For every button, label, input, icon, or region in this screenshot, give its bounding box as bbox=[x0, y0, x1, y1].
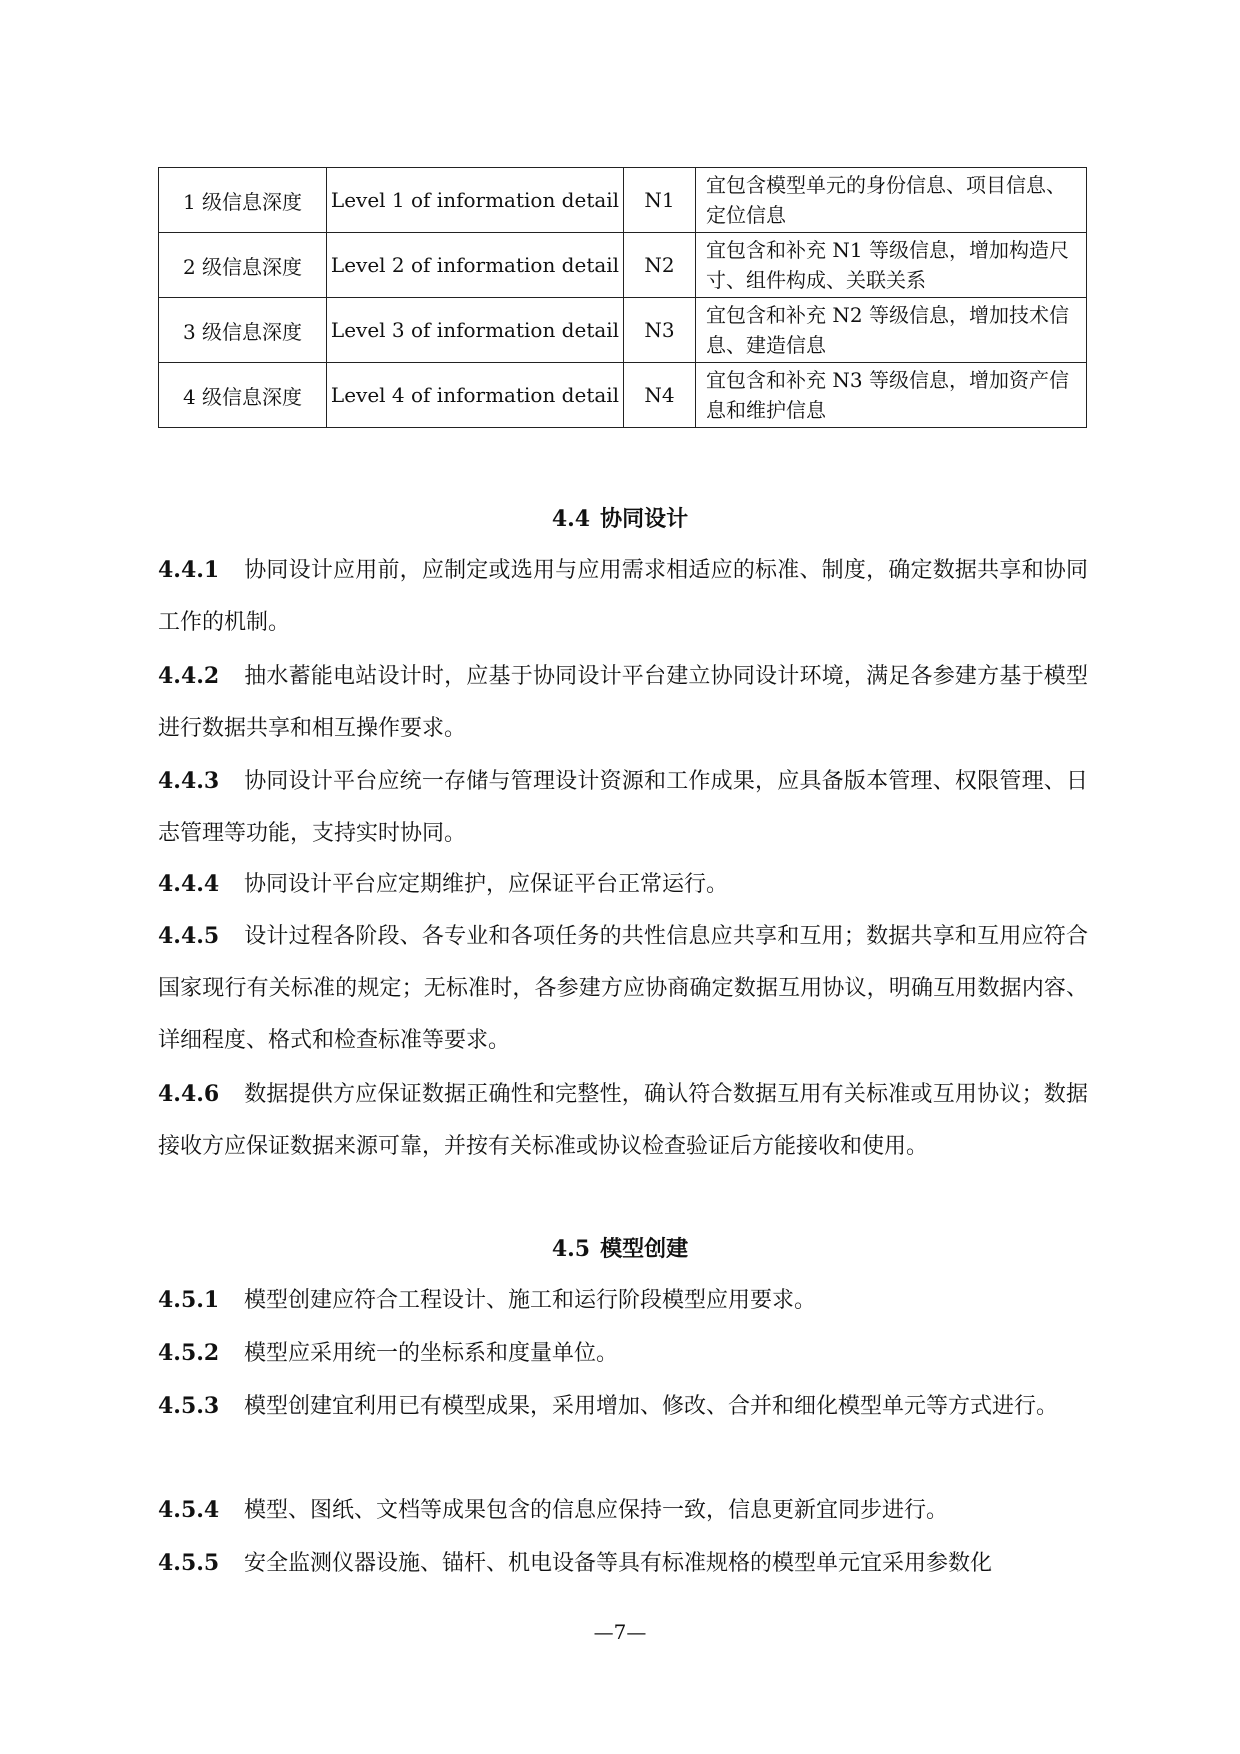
clause-text: 数据提供方应保证数据正确性和完整性，确认符合数据互用有关标准或互用协议；数据接收方应保证数据来源可靠，并按有关标准或协议检查验证后方能接收和使用。 bbox=[158, 1082, 1088, 1159]
level-en: Level 4 of information detail bbox=[327, 363, 624, 428]
level-cn: 2 级信息深度 bbox=[159, 233, 327, 298]
clause-number: 4.4.1 bbox=[158, 557, 220, 583]
clause-text: 模型应采用统一的坐标系和度量单位。 bbox=[244, 1341, 619, 1366]
table-row bbox=[159, 233, 1087, 298]
clause-text: 设计过程各阶段、各专业和各项任务的共性信息应共享和互用；数据共享和互用应符合国家现行有关标准的规定；无标准时，各参建方应协商确定数据互用协议，明确互用数据内容、详细程度、格式和检查标准等要求。 bbox=[158, 924, 1088, 1053]
clause-text: 模型创建宜利用已有模型成果，采用增加、修改、合并和细化模型单元等方式进行。 bbox=[244, 1394, 1059, 1419]
level-description: 宜包含和补充 N3 等级信息，增加资产信息和维护信息 bbox=[696, 363, 1087, 428]
level-en: Level 3 of information detail bbox=[327, 298, 624, 363]
clause bbox=[158, 1327, 1088, 1380]
level-cn: 3 级信息深度 bbox=[159, 298, 327, 363]
level-description: 宜包含和补充 N2 等级信息，增加技术信息、建造信息 bbox=[696, 298, 1087, 363]
level-description: 宜包含模型单元的身份信息、项目信息、定位信息 bbox=[696, 168, 1087, 233]
level-code: N4 bbox=[624, 363, 696, 428]
level-cn: 1 级信息深度 bbox=[159, 168, 327, 233]
clause-number: 4.5.4 bbox=[158, 1497, 220, 1523]
clause bbox=[158, 755, 1088, 860]
level-en: Level 2 of information detail bbox=[327, 233, 624, 298]
information-detail-table bbox=[158, 167, 1087, 428]
clause bbox=[158, 910, 1088, 1067]
section-heading-4-5 bbox=[0, 1232, 1240, 1263]
clause bbox=[158, 858, 1088, 911]
section-heading-4-4 bbox=[0, 502, 1240, 533]
clause-text: 协同设计应用前，应制定或选用与应用需求相适应的标准、制度，确定数据共享和协同工作的机制。 bbox=[158, 558, 1088, 635]
clause bbox=[158, 1068, 1088, 1173]
section-title: 协同设计 bbox=[600, 506, 689, 532]
clause bbox=[158, 1484, 1088, 1537]
clause bbox=[158, 1274, 1088, 1327]
clause bbox=[158, 1380, 1088, 1433]
clause-number: 4.5.3 bbox=[158, 1393, 220, 1419]
clause-number: 4.4.2 bbox=[158, 663, 220, 689]
section-title: 模型创建 bbox=[600, 1236, 689, 1262]
clause-number: 4.5.2 bbox=[158, 1340, 220, 1366]
section-number: 4.4 bbox=[551, 506, 591, 532]
clause-text: 模型、图纸、文档等成果包含的信息应保持一致，信息更新宜同步进行。 bbox=[244, 1498, 949, 1523]
clause-number: 4.4.5 bbox=[158, 923, 220, 949]
level-cn: 4 级信息深度 bbox=[159, 363, 327, 428]
clause-text: 协同设计平台应统一存储与管理设计资源和工作成果，应具备版本管理、权限管理、日志管理等功能，支持实时协同。 bbox=[158, 769, 1088, 846]
level-code: N3 bbox=[624, 298, 696, 363]
clause-number: 4.4.4 bbox=[158, 871, 220, 897]
level-code: N1 bbox=[624, 168, 696, 233]
clause bbox=[158, 1537, 1088, 1590]
clause bbox=[158, 650, 1088, 755]
table-row bbox=[159, 363, 1087, 428]
level-en: Level 1 of information detail bbox=[327, 168, 624, 233]
clause-number: 4.4.6 bbox=[158, 1081, 220, 1107]
clause-text: 模型创建应符合工程设计、施工和运行阶段模型应用要求。 bbox=[244, 1288, 817, 1313]
clause-number: 4.5.1 bbox=[158, 1287, 220, 1313]
table-row bbox=[159, 168, 1087, 233]
level-description: 宜包含和补充 N1 等级信息，增加构造尺寸、组件构成、关联关系 bbox=[696, 233, 1087, 298]
section-number: 4.5 bbox=[551, 1236, 591, 1262]
clause bbox=[158, 544, 1088, 649]
clause-text: 协同设计平台应定期维护，应保证平台正常运行。 bbox=[244, 872, 729, 897]
clause-number: 4.4.3 bbox=[158, 768, 220, 794]
level-code: N2 bbox=[624, 233, 696, 298]
table-row bbox=[159, 298, 1087, 363]
page-number: —7— bbox=[593, 1620, 647, 1644]
clause-text: 抽水蓄能电站设计时，应基于协同设计平台建立协同设计环境，满足各参建方基于模型进行数据共享和相互操作要求。 bbox=[158, 664, 1088, 741]
clause-text: 安全监测仪器设施、锚杆、机电设备等具有标准规格的模型单元宜采用参数化 bbox=[244, 1551, 993, 1576]
clause-number: 4.5.5 bbox=[158, 1550, 220, 1576]
